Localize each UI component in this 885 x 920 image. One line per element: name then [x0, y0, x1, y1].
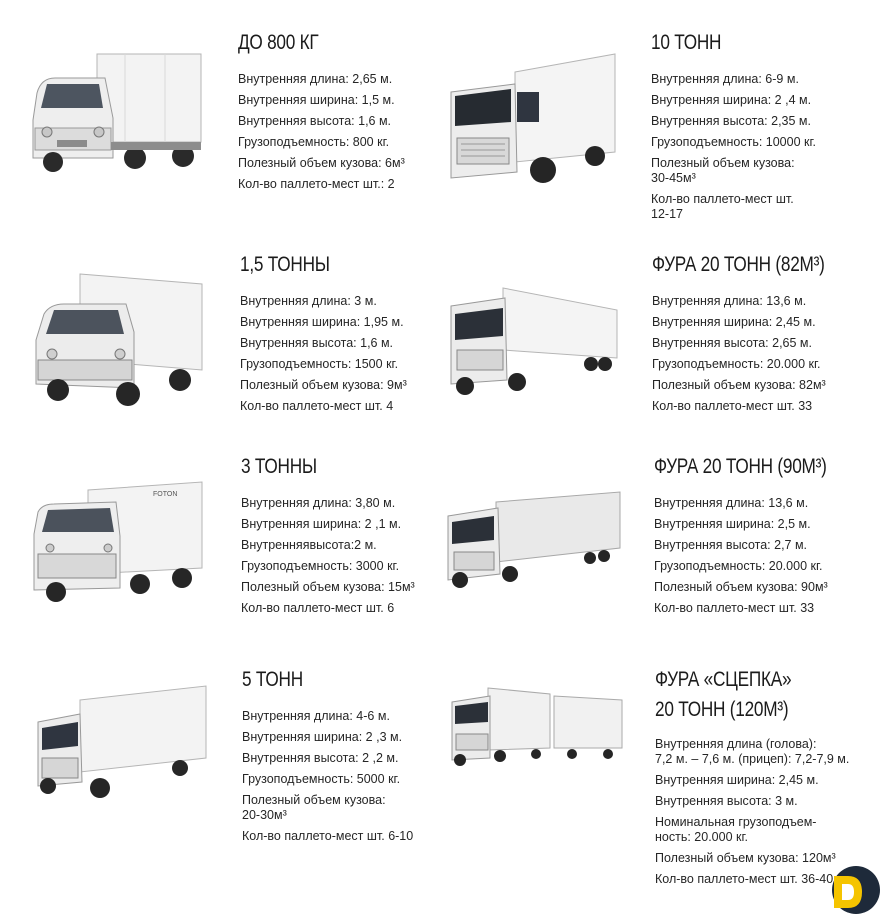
spec-item: Внутренняя ширина: 2,5 м.: [654, 517, 811, 531]
gazelle-box-truck-icon: [30, 270, 210, 410]
medium-box-truck-icon: [445, 52, 620, 192]
spec-item: Внутренняя высота: 2,35 м.: [651, 114, 811, 128]
card-title: 1,5 ТОННЫ: [240, 253, 330, 276]
card-title: ФУРА «СЦЕПКА» 20 ТОНН (120М³): [655, 668, 792, 721]
spec-item: Кол-во паллето-мест шт. 4: [240, 399, 394, 413]
card-1-5t: [240, 250, 440, 420]
spec-item: Кол-во паллето-мест шт. 6: [241, 601, 395, 615]
spec-item: Внутренняя длина: 3 м.: [240, 294, 377, 308]
spec-item: Внутренняя высота: 2,65 м.: [652, 336, 812, 350]
spec-item: Внутренняя ширина: 1,5 м.: [238, 93, 395, 107]
spec-item: Грузоподъемность: 20.000 кг.: [652, 357, 821, 371]
spec-item: Внутренняя ширина: 2 ,3 м.: [242, 730, 403, 744]
spec-item: Внутренняя длина: 2,65 м.: [238, 72, 393, 86]
spec-list: [241, 496, 441, 616]
spec-item: Кол-во паллето-мест шт. 12-17: [651, 192, 794, 221]
spec-item: Полезный объем кузова: 15м³: [241, 580, 415, 594]
card-3t: [241, 452, 441, 622]
spec-item: Номинальная грузоподъем- ность: 20.000 кг.: [655, 815, 817, 844]
card-title: 3 ТОННЫ: [241, 455, 317, 478]
card-title: 5 ТОНН: [242, 668, 303, 691]
foton-box-truck-icon: [28, 478, 208, 608]
spec-item: Внутренняя длина: 3,80 м.: [241, 496, 396, 510]
card-title: ДО 800 КГ: [238, 31, 319, 54]
spec-item: Внутренняя длина: 6-9 м.: [651, 72, 799, 86]
spec-item: Внутренняя ширина: 2 ,4 м.: [651, 93, 812, 107]
spec-item: Кол-во паллето-мест шт. 33: [654, 601, 815, 615]
card-title: 10 ТОНН: [651, 31, 722, 54]
spec-list: [651, 72, 881, 222]
spec-item: Внутренняя ширина: 1,95 м.: [240, 315, 404, 329]
spec-item: Полезный объем кузова: 82м³: [652, 378, 826, 392]
spec-item: Грузоподъемность: 3000 кг.: [241, 559, 400, 573]
card-title: ФУРА 20 ТОНН (82М³): [652, 253, 825, 276]
spec-item: Полезный объем кузова: 90м³: [654, 580, 828, 594]
spec-item: Внутренняявысота:2 м.: [241, 538, 377, 552]
spec-list: [238, 72, 438, 192]
spec-item: Внутренняя высота: 1,6 м.: [238, 114, 392, 128]
box-truck-5t-icon: [32, 682, 212, 807]
spec-item: Кол-во паллето-мест шт.: 2: [238, 177, 395, 191]
spec-item: Внутренняя ширина: 2 ,1 м.: [241, 517, 402, 531]
spec-item: Полезный объем кузова: 20-30м³: [242, 793, 386, 822]
semi-trailer-90-icon: [440, 490, 630, 590]
spec-list: [652, 294, 882, 414]
spec-item: Кол-во паллето-мест шт. 36-40: [655, 872, 834, 886]
spec-item: Грузоподъемность: 800 кг.: [238, 135, 390, 149]
spec-item: Внутренняя высота: 1,6 м.: [240, 336, 394, 350]
spec-item: Полезный объем кузова: 30-45м³: [651, 156, 795, 185]
spec-item: Грузоподъемность: 1500 кг.: [240, 357, 399, 371]
spec-item: Грузоподъемность: 5000 кг.: [242, 772, 401, 786]
spec-item: Внутренняя высота: 3 м.: [655, 794, 798, 808]
spec-item: Внутренняя высота: 2,7 м.: [654, 538, 808, 552]
card-800kg: [238, 28, 438, 198]
semi-trailer-82-icon: [445, 280, 620, 400]
small-van-truck-icon: [25, 48, 210, 183]
spec-item: Внутренняя длина: 13,6 м.: [654, 496, 809, 510]
spec-list: [654, 496, 884, 616]
spec-item: Внутренняя высота: 2 ,2 м.: [242, 751, 399, 765]
spec-list: [240, 294, 440, 414]
spec-item: Грузоподъемность: 20.000 кг.: [654, 559, 823, 573]
card-stsepka: [655, 665, 880, 893]
brand-logo-icon: [828, 862, 882, 918]
spec-item: Внутренняя длина (голова): 7,2 м. – 7,6 м. (прицеп): 7,2-7,9 м.: [655, 737, 850, 766]
svg-text:FOTON: FOTON: [153, 491, 178, 498]
spec-item: Внутренняя ширина: 2,45 м.: [655, 773, 819, 787]
spec-item: Грузоподъемность: 10000 кг.: [651, 135, 816, 149]
card-fura-82: [652, 250, 882, 420]
card-5t: [242, 665, 442, 850]
spec-item: Кол-во паллето-мест шт. 6-10: [242, 829, 414, 843]
spec-item: Полезный объем кузова: 120м³: [655, 851, 836, 865]
spec-item: Внутренняя длина: 13,6 м.: [652, 294, 807, 308]
spec-list: [242, 709, 442, 844]
card-10t: [651, 28, 881, 228]
road-train-icon: [448, 684, 628, 769]
card-title: ФУРА 20 ТОНН (90М³): [654, 455, 827, 478]
spec-item: Полезный объем кузова: 6м³: [238, 156, 405, 170]
card-fura-90: [654, 452, 884, 622]
spec-item: Внутренняя длина: 4-6 м.: [242, 709, 390, 723]
spec-item: Полезный объем кузова: 9м³: [240, 378, 407, 392]
spec-item: Кол-во паллето-мест шт. 33: [652, 399, 813, 413]
spec-item: Внутренняя ширина: 2,45 м.: [652, 315, 816, 329]
